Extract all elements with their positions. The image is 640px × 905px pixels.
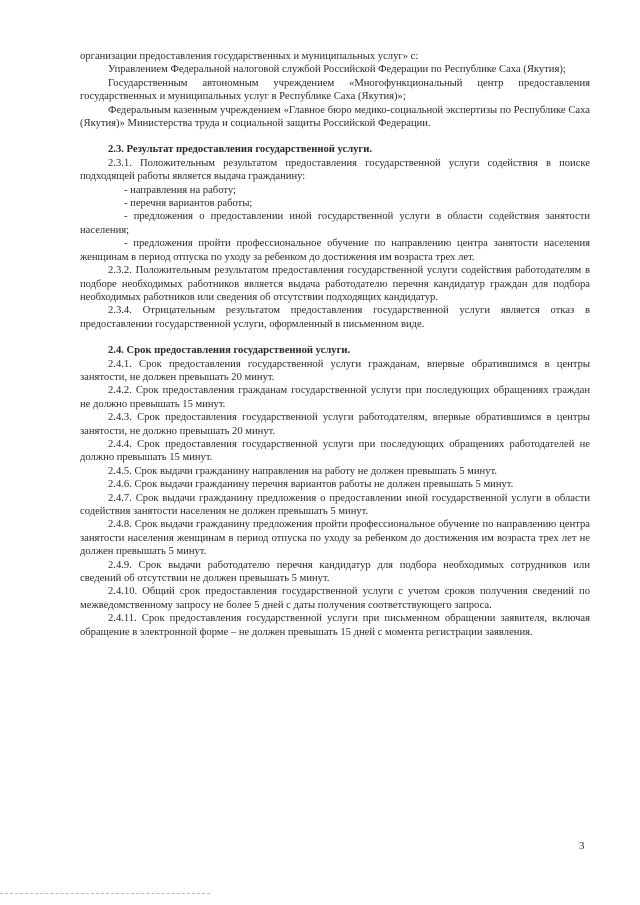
paragraph-2-4-5: 2.4.5. Срок выдачи гражданину направления на работу не должен превышать 5 минут. (108, 465, 497, 477)
paragraph-2-4-4: 2.4.4. Срок предоставления государственной услуги при последующих обращениях работодателей не должно превышать 15 минут. (80, 438, 590, 464)
section-heading-2-4: 2.4. Срок предоставления государственной услуги. (108, 345, 351, 357)
paragraph-2-4-9: 2.4.9. Срок выдачи работодателю перечня кандидатур для подбора необходимых сотрудников или сведений об отсутствии не должен превышать 5 минут. (80, 559, 590, 585)
paragraph-2-4-8: 2.4.8. Срок выдачи гражданину предложения пройти профессиональное обучение по направлению центра занятости населения женщинам в период отпуска по уходу за ребенком до достижения им возраста трех лет не должен превышать 5 минут. (80, 519, 590, 558)
paragraph-2-4-11: 2.4.11. Срок предоставления государственной услуги при письменном обращении заявителя, включая обращение в электронной форме – не должен превышать 15 дней с момента регистрации заявления. (80, 613, 590, 638)
paragraph-2-4-2: 2.4.2. Срок предоставления гражданам государственной услуги при последующих обращениях граждан не должно превышать 15 минут. (80, 385, 590, 410)
document-body (80, 50, 590, 639)
scan-edge-divider (0, 893, 210, 894)
list-item: - предложения о предоставлении иной государственной услуги в области содействия занятости населения; (80, 211, 590, 236)
paragraph-2-4-6: 2.4.6. Срок выдачи гражданину перечня вариантов работы не должен превышать 5 минут. (108, 479, 514, 491)
paragraph-2-4-3: 2.4.3. Срок предоставления государственной услуги работодателям, впервые обратившимся в центры занятости, не должно превышать 20 минут. (80, 412, 590, 437)
paragraph-medical-bureau: Федеральным казенным учреждением «Главное бюро медико-социальной экспертизы по Республике Саха (Якутия)» Министерства труда и социальной защиты Российской Федерации. (80, 104, 590, 130)
paragraph-intro: организации предоставления государственных и муниципальных услуг» с: (80, 51, 419, 62)
page-number: 3 (579, 840, 585, 852)
paragraph-2-3-2: 2.3.2. Положительным результатом предоставления государственной услуги содействия работодателям в подборе необходимых работников является выдача работодателю перечня кандидатур граждан для подбора необходимых работников или сведения об отсутствии подходящих кандидатур. (80, 265, 590, 303)
section-heading-2-3: 2.3. Результат предоставления государственной услуги. (108, 144, 372, 156)
paragraph-2-4-10: 2.4.10. Общий срок предоставления государственной услуги с учетом сроков получения сведений по межведомственному запросу не более 5 дней с даты получения соответствующего запроса. (80, 586, 590, 611)
list-item: - предложения пройти профессиональное обучение по направлению центра занятости населения женщинам в период отпуска по уходу за ребенком до достижения им возраста трех лет. (80, 238, 590, 263)
paragraph-2-3-1: 2.3.1. Положительным результатом предоставления государственной услуги содействия в поиске подходящей работы является выдача гражданину: (80, 157, 590, 183)
list-item: - перечня вариантов работы; (124, 198, 253, 210)
paragraph-tax-service: Управлением Федеральной налоговой службой Российской Федерации по Республике Саха (Якутия); (108, 64, 566, 76)
paragraph-2-4-1: 2.4.1. Срок предоставления государственной услуги гражданам, впервые обратившимся в центры занятости, не должен превышать 20 минут. (80, 358, 590, 383)
paragraph-mfc: Государственным автономным учреждением «Многофункциональный центр предоставления государственных и муниципальных услуг в Республике Саха (Якутия)»; (80, 77, 590, 103)
paragraph-2-3-4: 2.3.4. Отрицательным результатом предоставления государственной услуги является отказ в предоставлении государственной услуги, оформленный в письменном виде. (80, 305, 590, 330)
paragraph-2-4-7: 2.4.7. Срок выдачи гражданину предложения о предоставлении иной государственной услуги в области содействия занятости населения не должен превышать 5 минут. (80, 492, 590, 517)
list-item: - направления на работу; (124, 184, 236, 196)
